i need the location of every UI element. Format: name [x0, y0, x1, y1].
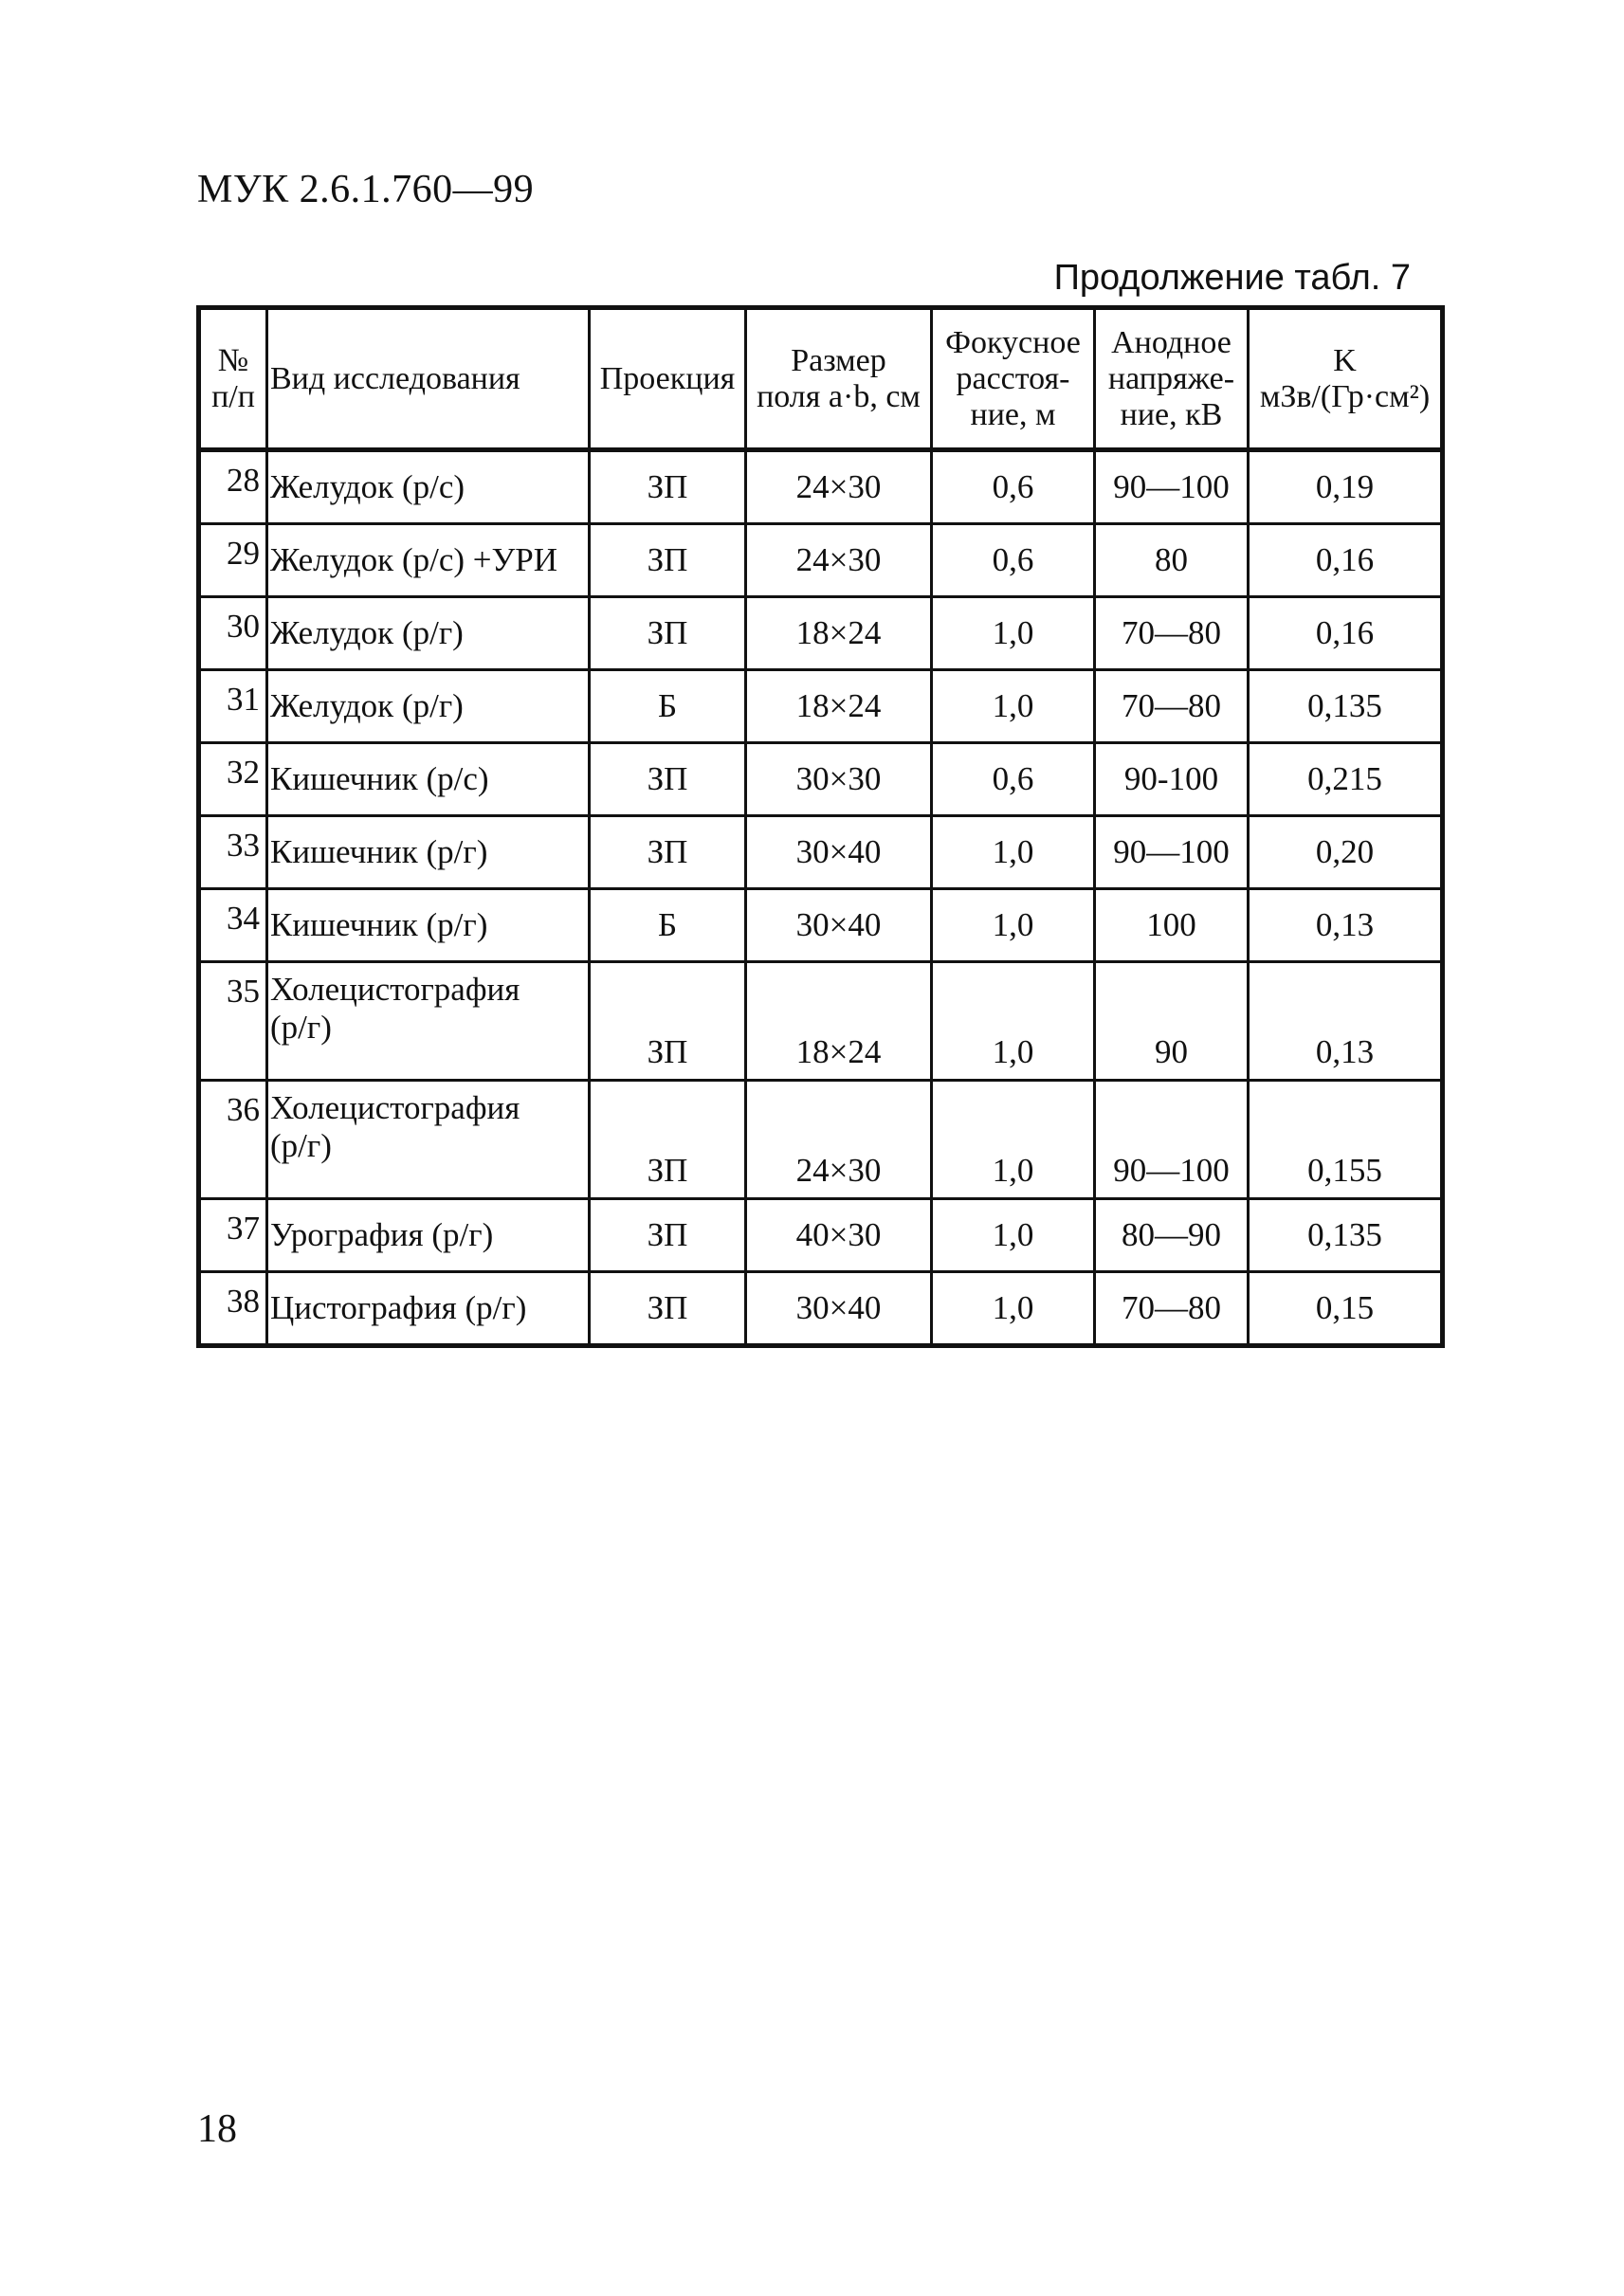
exam-type: Холецистография (р/г)	[267, 1081, 590, 1199]
coefficient: 0,13	[1249, 962, 1443, 1081]
field-size: 30×40	[746, 1272, 932, 1346]
coefficient: 0,20	[1249, 816, 1443, 889]
focal-distance: 1,0	[932, 1199, 1095, 1272]
row-number: 28	[199, 450, 267, 524]
focal-distance: 0,6	[932, 743, 1095, 816]
header-coefficient: K мЗв/(Гр·см²)	[1249, 308, 1443, 450]
projection: ЗП	[590, 743, 746, 816]
row-number: 34	[199, 889, 267, 962]
exam-type: Урография (р/г)	[267, 1199, 590, 1272]
row-number: 37	[199, 1199, 267, 1272]
header-exam-type: Вид исследования	[267, 308, 590, 450]
table-header-row	[199, 308, 1443, 450]
coefficient: 0,215	[1249, 743, 1443, 816]
focal-distance: 1,0	[932, 1081, 1095, 1199]
table-row	[199, 597, 1443, 670]
anode-voltage: 100	[1095, 889, 1249, 962]
projection: ЗП	[590, 816, 746, 889]
table-row	[199, 1081, 1443, 1199]
table-row	[199, 889, 1443, 962]
coefficient: 0,16	[1249, 597, 1443, 670]
coefficient: 0,15	[1249, 1272, 1443, 1346]
projection: ЗП	[590, 962, 746, 1081]
projection: ЗП	[590, 450, 746, 524]
focal-distance: 1,0	[932, 816, 1095, 889]
anode-voltage: 70—80	[1095, 670, 1249, 743]
table-row	[199, 1199, 1443, 1272]
row-number: 31	[199, 670, 267, 743]
coefficient: 0,16	[1249, 524, 1443, 597]
coefficient: 0,155	[1249, 1081, 1443, 1199]
projection: ЗП	[590, 1199, 746, 1272]
header-anode-voltage: Анодное напряже- ние, кВ	[1095, 308, 1249, 450]
header-number: № п/п	[199, 308, 267, 450]
header-focal-distance: Фокусное расстоя- ние, м	[932, 308, 1095, 450]
row-number: 32	[199, 743, 267, 816]
projection: Б	[590, 889, 746, 962]
table-row	[199, 743, 1443, 816]
anode-voltage: 70—80	[1095, 1272, 1249, 1346]
table-caption: Продолжение табл. 7	[1053, 258, 1411, 298]
row-number: 33	[199, 816, 267, 889]
table-row	[199, 670, 1443, 743]
field-size: 24×30	[746, 450, 932, 524]
table-row	[199, 962, 1443, 1081]
exam-type: Холецистография (р/г)	[267, 962, 590, 1081]
anode-voltage: 90—100	[1095, 816, 1249, 889]
table-row	[199, 1272, 1443, 1346]
focal-distance: 0,6	[932, 524, 1095, 597]
focal-distance: 1,0	[932, 670, 1095, 743]
projection: ЗП	[590, 1272, 746, 1346]
exam-type: Желудок (р/г)	[267, 597, 590, 670]
exam-type: Кишечник (р/с)	[267, 743, 590, 816]
exam-type: Кишечник (р/г)	[267, 889, 590, 962]
coefficient: 0,135	[1249, 670, 1443, 743]
table-row	[199, 524, 1443, 597]
exam-type: Кишечник (р/г)	[267, 816, 590, 889]
anode-voltage: 70—80	[1095, 597, 1249, 670]
coefficient: 0,19	[1249, 450, 1443, 524]
projection: ЗП	[590, 597, 746, 670]
field-size: 24×30	[746, 1081, 932, 1199]
anode-voltage: 80	[1095, 524, 1249, 597]
focal-distance: 1,0	[932, 597, 1095, 670]
anode-voltage: 90	[1095, 962, 1249, 1081]
dose-coefficient-table	[196, 305, 1445, 1348]
document-code: МУК 2.6.1.760—99	[197, 168, 535, 211]
field-size: 30×40	[746, 816, 932, 889]
table-row	[199, 450, 1443, 524]
row-number: 30	[199, 597, 267, 670]
header-field-size: Размер поля a·b, см	[746, 308, 932, 450]
field-size: 24×30	[746, 524, 932, 597]
table-row	[199, 816, 1443, 889]
anode-voltage: 90—100	[1095, 1081, 1249, 1199]
field-size: 30×30	[746, 743, 932, 816]
header-projection: Проекция	[590, 308, 746, 450]
anode-voltage: 90-100	[1095, 743, 1249, 816]
exam-type: Желудок (р/с)	[267, 450, 590, 524]
projection: ЗП	[590, 524, 746, 597]
row-number: 36	[199, 1081, 267, 1199]
field-size: 18×24	[746, 962, 932, 1081]
field-size: 18×24	[746, 597, 932, 670]
exam-type: Цистография (р/г)	[267, 1272, 590, 1346]
field-size: 30×40	[746, 889, 932, 962]
focal-distance: 1,0	[932, 1272, 1095, 1346]
coefficient: 0,135	[1249, 1199, 1443, 1272]
anode-voltage: 90—100	[1095, 450, 1249, 524]
focal-distance: 1,0	[932, 962, 1095, 1081]
projection: Б	[590, 670, 746, 743]
anode-voltage: 80—90	[1095, 1199, 1249, 1272]
focal-distance: 1,0	[932, 889, 1095, 962]
exam-type: Желудок (р/г)	[267, 670, 590, 743]
row-number: 35	[199, 962, 267, 1081]
field-size: 40×30	[746, 1199, 932, 1272]
coefficient: 0,13	[1249, 889, 1443, 962]
projection: ЗП	[590, 1081, 746, 1199]
row-number: 38	[199, 1272, 267, 1346]
field-size: 18×24	[746, 670, 932, 743]
exam-type: Желудок (р/с) +УРИ	[267, 524, 590, 597]
focal-distance: 0,6	[932, 450, 1095, 524]
page-number: 18	[197, 2107, 237, 2151]
row-number: 29	[199, 524, 267, 597]
